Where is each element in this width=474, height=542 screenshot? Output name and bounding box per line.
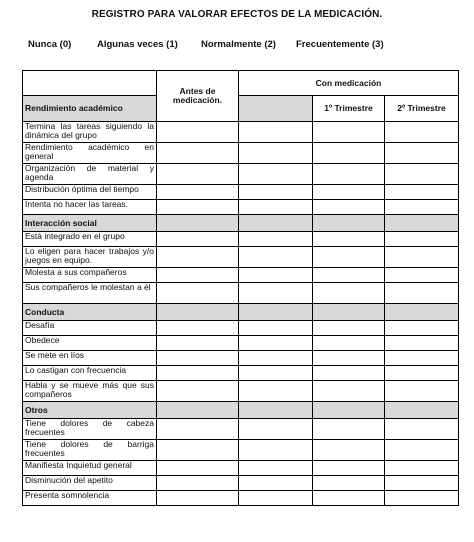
row-label-text: Distribución óptima del tiempo — [25, 184, 139, 194]
rating-cell[interactable] — [239, 419, 313, 440]
rating-cell[interactable] — [385, 268, 459, 283]
section-fill-cell — [385, 215, 459, 232]
rating-cell[interactable] — [385, 185, 459, 200]
table-row — [23, 247, 459, 268]
row-label — [23, 122, 157, 143]
rating-cell[interactable] — [157, 419, 239, 440]
rating-cell[interactable] — [239, 476, 313, 491]
rating-cell[interactable] — [385, 200, 459, 215]
rating-cell[interactable] — [313, 200, 385, 215]
rating-cell[interactable] — [313, 381, 385, 402]
rating-cell[interactable] — [239, 283, 313, 304]
row-label — [23, 164, 157, 185]
scale-label-nunca: Nunca (0) — [28, 39, 72, 50]
rating-cell[interactable] — [385, 122, 459, 143]
rating-cell[interactable] — [239, 200, 313, 215]
section-fill-cell — [157, 402, 239, 419]
row-label-text: Intenta no hacer las tareas. — [25, 199, 129, 209]
rating-cell[interactable] — [313, 366, 385, 381]
row-label — [23, 476, 157, 491]
rating-cell[interactable] — [385, 336, 459, 351]
table-row — [23, 122, 459, 143]
row-label-text: Manifiesta Inquietud general — [25, 460, 132, 470]
section-title: Otros — [23, 402, 157, 419]
table-row — [23, 491, 459, 506]
rating-cell[interactable] — [313, 164, 385, 185]
rating-cell[interactable] — [157, 122, 239, 143]
section-fill-cell — [157, 304, 239, 321]
section-row — [23, 96, 459, 122]
rating-cell[interactable] — [239, 351, 313, 366]
rating-cell[interactable] — [385, 143, 459, 164]
rating-cell[interactable] — [157, 321, 239, 336]
row-label-text: Habla y se mueve más que sus compañeros — [25, 380, 154, 399]
rating-cell[interactable] — [385, 461, 459, 476]
rating-cell[interactable] — [239, 185, 313, 200]
table-row — [23, 381, 459, 402]
header-blank-cell — [23, 71, 157, 96]
row-label-text: Rendimiento académico en general — [25, 142, 154, 161]
rating-cell[interactable] — [157, 268, 239, 283]
rating-cell[interactable] — [239, 143, 313, 164]
rating-cell[interactable] — [239, 164, 313, 185]
header-con-medicacion: Con medicación — [239, 71, 459, 96]
row-label — [23, 440, 157, 461]
section-fill-cell — [385, 304, 459, 321]
rating-cell[interactable] — [239, 491, 313, 506]
row-label — [23, 491, 157, 506]
rating-cell[interactable] — [157, 440, 239, 461]
section-fill-cell — [385, 402, 459, 419]
rating-cell[interactable] — [313, 232, 385, 247]
row-label — [23, 283, 157, 304]
rating-cell[interactable] — [157, 491, 239, 506]
rating-cell[interactable] — [157, 381, 239, 402]
row-label-text: Lo castigan con frecuencia — [25, 365, 127, 375]
rating-cell[interactable] — [157, 232, 239, 247]
rating-cell[interactable] — [385, 476, 459, 491]
rating-cell[interactable] — [385, 366, 459, 381]
row-label — [23, 268, 157, 283]
scale-label-algunas-veces: Algunas veces (1) — [97, 39, 178, 50]
rating-cell[interactable] — [239, 461, 313, 476]
table-row — [23, 283, 459, 304]
table-row — [23, 164, 459, 185]
section-fill-cell — [313, 215, 385, 232]
rating-cell[interactable] — [157, 143, 239, 164]
row-label-text: Disminución del apetito — [25, 475, 113, 485]
scale-label-frecuentemente: Frecuentemente (3) — [296, 39, 384, 50]
rating-cell[interactable] — [239, 247, 313, 268]
row-label-text: Desafía — [25, 320, 55, 330]
rating-cell[interactable] — [239, 321, 313, 336]
rating-cell[interactable] — [313, 247, 385, 268]
table-row — [23, 419, 459, 440]
rating-cell[interactable] — [157, 366, 239, 381]
section-fill-cell — [157, 215, 239, 232]
table-row — [23, 268, 459, 283]
scale-label-normalmente: Normalmente (2) — [201, 39, 276, 50]
rating-cell[interactable] — [313, 283, 385, 304]
row-label — [23, 200, 157, 215]
table-row — [23, 440, 459, 461]
row-label — [23, 461, 157, 476]
rating-cell[interactable] — [385, 491, 459, 506]
table-row — [23, 200, 459, 215]
rating-cell[interactable] — [313, 122, 385, 143]
section-fill-cell — [239, 96, 313, 122]
rating-cell[interactable] — [157, 185, 239, 200]
rating-cell[interactable] — [313, 321, 385, 336]
rating-cell[interactable] — [239, 122, 313, 143]
section-fill-cell — [239, 215, 313, 232]
header-antes: Antes de medicación. — [157, 71, 239, 122]
rating-cell[interactable] — [157, 336, 239, 351]
rating-cell[interactable] — [313, 336, 385, 351]
rating-cell[interactable] — [157, 247, 239, 268]
section-fill-cell — [313, 402, 385, 419]
rating-cell[interactable] — [385, 164, 459, 185]
section-title: Interacción social — [23, 215, 157, 232]
rating-cell[interactable] — [157, 476, 239, 491]
row-label-text: Tiene dolores de cabeza frecuentes — [25, 418, 154, 437]
header-row — [23, 71, 459, 96]
rating-cell[interactable] — [157, 351, 239, 366]
rating-cell[interactable] — [385, 247, 459, 268]
rating-cell[interactable] — [385, 321, 459, 336]
row-label — [23, 321, 157, 336]
row-label-text: Lo eligen para hacer trabajos y/o juegos en equipo. — [25, 246, 154, 265]
row-label-text: Obedece — [25, 335, 60, 345]
table-row — [23, 232, 459, 247]
table-row — [23, 351, 459, 366]
rating-cell[interactable] — [385, 381, 459, 402]
section-row — [23, 215, 459, 232]
row-label — [23, 336, 157, 351]
table-row — [23, 336, 459, 351]
rating-cell[interactable] — [239, 336, 313, 351]
rating-cell[interactable] — [313, 440, 385, 461]
row-label-text: Se mete en líos — [25, 350, 85, 360]
row-label — [23, 143, 157, 164]
rating-cell[interactable] — [313, 143, 385, 164]
row-label — [23, 185, 157, 200]
rating-cell[interactable] — [313, 185, 385, 200]
section-title: Conducta — [23, 304, 157, 321]
rating-cell[interactable] — [385, 283, 459, 304]
table-row — [23, 321, 459, 336]
section-row — [23, 402, 459, 419]
rating-cell[interactable] — [385, 440, 459, 461]
section-fill-cell — [239, 304, 313, 321]
row-label-text: Organización de material y agenda — [25, 163, 154, 182]
row-label-text: Termina las tareas siguiendo la dinámica del grupo — [25, 121, 154, 140]
row-label-text: Tiene dolores de barriga frecuentes — [25, 439, 154, 458]
row-label — [23, 419, 157, 440]
rating-cell[interactable] — [313, 476, 385, 491]
medication-record-table — [22, 70, 459, 506]
section-title: Rendimiento académico — [23, 96, 157, 122]
section-row — [23, 304, 459, 321]
row-label-text: Sus compañeros le molestan a él — [25, 282, 151, 292]
table-row — [23, 185, 459, 200]
row-label — [23, 232, 157, 247]
section-fill-cell — [313, 304, 385, 321]
row-label — [23, 381, 157, 402]
rating-cell[interactable] — [239, 440, 313, 461]
rating-cell[interactable] — [239, 366, 313, 381]
rating-cell[interactable] — [385, 419, 459, 440]
header-trimestre: 2º Trimestre — [385, 96, 459, 122]
rating-cell[interactable] — [157, 164, 239, 185]
section-fill-cell — [239, 402, 313, 419]
rating-cell[interactable] — [313, 461, 385, 476]
rating-cell[interactable] — [313, 351, 385, 366]
rating-cell[interactable] — [313, 268, 385, 283]
table-row — [23, 366, 459, 381]
table-row — [23, 143, 459, 164]
rating-cell[interactable] — [239, 381, 313, 402]
rating-cell[interactable] — [157, 200, 239, 215]
rating-cell[interactable] — [239, 268, 313, 283]
row-label-text: Molesta a sus compañeros — [25, 267, 127, 277]
rating-cell[interactable] — [157, 461, 239, 476]
rating-cell[interactable] — [385, 232, 459, 247]
row-label — [23, 366, 157, 381]
row-label — [23, 351, 157, 366]
table-row — [23, 476, 459, 491]
rating-cell[interactable] — [313, 419, 385, 440]
document-title: REGISTRO PARA VALORAR EFECTOS DE LA MEDICACIÓN. — [91, 9, 383, 20]
row-label-text: Presenta somnolencia — [25, 490, 110, 500]
rating-cell[interactable] — [313, 491, 385, 506]
row-label-text: Está integrado en el grupo — [25, 231, 125, 241]
rating-cell[interactable] — [239, 232, 313, 247]
rating-cell[interactable] — [385, 351, 459, 366]
rating-cell[interactable] — [157, 283, 239, 304]
row-label — [23, 247, 157, 268]
table-row — [23, 461, 459, 476]
header-trimestre: 1º Trimestre — [313, 96, 385, 122]
